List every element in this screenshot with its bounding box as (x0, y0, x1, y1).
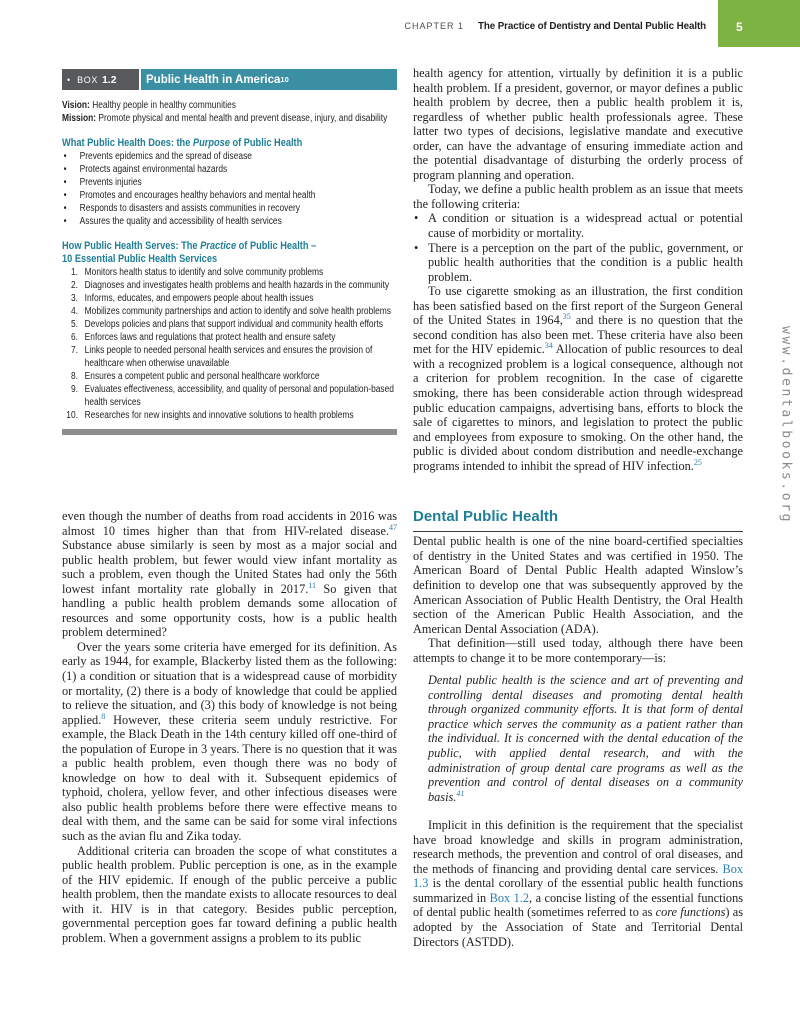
cross-reference-link[interactable]: Box 1.2 (489, 890, 530, 905)
italic-run: Purpose (192, 137, 230, 149)
service-item-text: Links people to needed personal health services and ensures the provision of healthcare when otherwise unavailable (84, 345, 373, 369)
vision-label: Vision: (62, 100, 90, 111)
text-run: ) as adopted by the Association of State and Territorial Dental Directors (ASTDD). (413, 905, 743, 949)
service-item (62, 318, 397, 331)
body-paragraph (413, 182, 743, 211)
criteria-list-item (413, 211, 743, 240)
citation-ref[interactable]: 8 (101, 711, 106, 721)
purpose-item-text: Assures the quality and accessibility of health services (79, 216, 282, 227)
page-number-tab (718, 0, 800, 47)
service-item-number: 7. (70, 345, 78, 356)
criteria-item-text: There is a perception on the part of the public, government, or public health authorities that the condition is a public health problem. (428, 240, 743, 284)
citation-ref[interactable]: 25 (693, 457, 702, 467)
vision-line (62, 99, 397, 112)
service-item-text: Ensures a competent public and personal healthcare workforce (84, 371, 320, 382)
service-item-number: 3. (70, 293, 78, 304)
service-item-number: 5. (70, 319, 78, 330)
left-column (62, 509, 397, 945)
bullet-glyph: • (63, 177, 67, 188)
running-header (404, 21, 706, 32)
vision-text: Healthy people in healthy communities (92, 100, 237, 111)
citation-ref[interactable]: 35 (562, 312, 571, 322)
service-item-text: Researches for new insights and innovative solutions to health problems (84, 410, 354, 421)
box-label-word: BOX (77, 74, 98, 85)
text-run: health agency for attention, virtually by definition it is a public health problem. If a president, governor, or mayor defines a public health problem by decree, then a public health problem it is, regardless of whether public health professionals agree. These latter two types of decisions, legislative mandate and executive order, can have the advantage of ensuring immediate action and the potential disadvantage of disturbing the orderly process of program planning and operation. (413, 66, 743, 182)
services-heading-line1 (62, 240, 316, 252)
service-item-number: 10. (66, 410, 78, 421)
cross-reference-link[interactable]: Box 1.3 (413, 861, 743, 891)
purpose-item (62, 150, 397, 163)
text-run: To use cigarette smoking as an illustration, the first condition has been satisfied based on the first report of the Surgeon General of the United States in 1964, (413, 284, 743, 328)
mission-text: Promote physical and mental health and prevent disease, injury, and disability (98, 113, 388, 124)
side-watermark: www.dentalbooks.org (778, 325, 794, 525)
box-body (62, 90, 397, 422)
text-run: even though the number of deaths from road accidents in 2016 was almost 10 times higher than that from HIV-related disease. (62, 509, 397, 538)
body-paragraph (413, 66, 743, 182)
body-paragraph (62, 509, 397, 640)
service-item-text: Evaluates effectiveness, accessibility, and quality of personal and population-based health services (84, 384, 394, 408)
text-run: Today, we define a public health problem as an issue that meets the following criteria: (413, 182, 743, 211)
text-run: Implicit in this definition is the requirement that the specialist have broad knowledge and skills in program administration, research methods, the prevention and control of oral diseases, and the methods of financing and providing dental care services. (413, 818, 743, 876)
citation-ref[interactable]: 47 (389, 522, 397, 532)
italic-run: Practice (200, 240, 237, 252)
purpose-item-text: Protects against environmental hazards (79, 164, 228, 175)
chapter-label: CHAPTER 1 (404, 21, 464, 31)
service-item (62, 292, 397, 305)
box-label (62, 69, 139, 90)
purpose-item (62, 176, 397, 189)
services-heading-line2: 10 Essential Public Health Services (62, 253, 218, 265)
bullet-glyph: • (63, 216, 67, 227)
service-item (62, 266, 397, 279)
section-heading: Dental Public Health (413, 507, 743, 532)
purpose-item (62, 189, 397, 202)
service-item (62, 331, 397, 344)
text-run: Dental public health is the science and art of preventing and controlling dental diseases and promoting dental health through organized community efforts. It is that form of dental practice which serves the community as a patient rather than the individual. It is concerned with the dental education of the public, with applied dental research, and with the administration of group dental care programs as well as the prevention and control of dental diseases on a community basis. (428, 673, 743, 804)
citation-ref[interactable]: 34 (544, 341, 553, 351)
service-item-number: 4. (70, 306, 78, 317)
bullet-glyph: • (63, 203, 67, 214)
services-heading (62, 240, 397, 266)
text-run: Over the years some criteria have emerged for its definition. As early as 1944, for example, Blackerby listed them as the following: (1) a condition or situation that is a widespread cause of morbidity or mortality, (2) there is a body of knowledge that could be applied to relieve the situation, and (3) this body of knowledge is not being applied. (62, 639, 397, 727)
purpose-item (62, 215, 397, 228)
service-item-text: Monitors health status to identify and solve community problems (84, 267, 324, 278)
text-run: What Public Health Does: the (62, 137, 193, 149)
citation-ref[interactable]: 11 (308, 580, 316, 590)
chapter-title: The Practice of Dentistry and Dental Public Health (477, 21, 706, 32)
purpose-item-text: Prevents injuries (79, 177, 142, 188)
service-item (62, 370, 397, 383)
text-run: Allocation of public resources to deal with a recognized problem is a logical consequence, although not a criterion for problem recognition. In the case of cigarette smoking, there has been considerable action through widespread public education campaigns, advertising bans, efforts to block the sale of cigarettes to minors, and legislation to protect the public and employees from exposure to smoking. On the other hand, the public is divided about condom distribution and needle-exchange programs intended to inhibit the spread of HIV infection. (413, 342, 743, 473)
text-run: and there is no question that the second condition has also been met. These criteria have also been met for the HIV epidemic. (413, 313, 743, 357)
body-paragraph (62, 640, 397, 844)
mission-label: Mission: (62, 113, 97, 124)
block-quote (428, 673, 743, 804)
bullet-glyph: • (414, 211, 419, 226)
box-bullet-glyph: • (67, 74, 71, 85)
box-title: Public Health in America 10 (141, 69, 397, 90)
service-item (62, 305, 397, 318)
body-paragraph (413, 534, 743, 636)
purpose-item (62, 202, 397, 215)
right-column (413, 66, 743, 949)
citation-ref[interactable]: 41 (456, 788, 465, 798)
service-item-number: 9. (70, 384, 78, 395)
service-item-text: Informs, educates, and empowers people about health issues (84, 293, 314, 304)
service-item (62, 409, 397, 422)
text-run: of Public Health – (236, 240, 317, 252)
service-item (62, 344, 397, 370)
text-run: , a concise listing of the essential functions of dental public health (sometimes referred to as (413, 890, 744, 920)
text-run: Public Health in America (146, 73, 281, 86)
box-bottom-rule (62, 429, 397, 435)
bullet-glyph: • (63, 190, 67, 201)
text-run: Substance abuse similarly is seen by most as a major social and public health problem, but fewer would view infant mortality as such a problem, even though the United States had only the 56th lowest infant mortality rate globally in 2017. (62, 538, 397, 596)
italic-run: core functions (655, 905, 726, 920)
page-number: 5 (736, 20, 743, 34)
text-run: How Public Health Serves: The (62, 240, 201, 252)
box-titlebar (62, 69, 397, 90)
body-paragraph (413, 636, 743, 665)
text-run: is the dental corollary of the essential public health functions summarized in (413, 876, 743, 905)
service-item-text: Enforces laws and regulations that protect health and ensure safety (84, 332, 336, 343)
service-item-number: 6. (70, 332, 78, 343)
bullet-glyph: • (63, 151, 67, 162)
box-number: 1.2 (101, 73, 117, 86)
criteria-item-text: A condition or situation is a widespread actual or potential cause of morbidity or mortality. (428, 211, 743, 241)
box-public-health-in-america (62, 69, 397, 435)
service-item-text: Diagnoses and investigates health problems and health hazards in the community (84, 280, 390, 291)
body-paragraph (413, 284, 743, 473)
service-item (62, 279, 397, 292)
service-item-number: 2. (70, 280, 78, 291)
service-item-number: 1. (70, 267, 78, 278)
text-run: So given that handling a public health problem demands some allocation of resources and some opportunity costs, how is a public health problem determined? (62, 581, 397, 640)
service-item-number: 8. (70, 371, 78, 382)
text-run: Dental public health is one of the nine board-certified specialties of dentistry in the United States and was certified in 1950. The American Board of Dental Public Health adapted Winslow’s definition to develop one that was subsequently approved by the American Association of Public Health Dentistry, the Oral Health section of the American Public Health Association, and the American Dental Association (ADA). (413, 534, 743, 636)
purpose-heading (62, 137, 397, 150)
body-paragraph (413, 818, 743, 949)
body-paragraph (62, 844, 397, 946)
purpose-item-text: Responds to disasters and assists communities in recovery (79, 203, 301, 214)
purpose-item (62, 163, 397, 176)
service-item-text: Mobilizes community partnerships and action to identify and solve health problems (84, 306, 391, 317)
bullet-glyph: • (414, 240, 419, 255)
text-run: Additional criteria can broaden the scope of what constitutes a public health problem. Public perception is one, as in the example of the HIV epidemic. If enough of the public perceive a public health problem, then the mandate exists to allocate resources to deal with it. HIV is in that category. Besides public perception, governmental perception goes far toward defining a public health problem. When a government assigns a problem to its public (62, 843, 397, 945)
service-item-text: Develops policies and plans that support individual and community health efforts (84, 319, 383, 330)
criteria-list-item (413, 241, 743, 285)
text-run: However, these criteria seem unduly restrictive. For example, the Black Death in the 14th century killed off one-third of the population of Europe in 3 years. There is no question that it was a public health problem, even though there was no body of knowledge on how to deal with it. Subsequent epidemics of typhoid, cholera, yellow fever, and other infectious diseases were also public health problems before there were effective means to deal with them, and the same can be said for some viral infections such as the avian flu and Zika today. (62, 712, 397, 844)
mission-line (62, 112, 397, 125)
purpose-item-text: Promotes and encourages healthy behaviors and mental health (79, 190, 316, 201)
text-run: of Public Health (229, 137, 303, 149)
service-item (62, 383, 397, 409)
bullet-glyph: • (63, 164, 67, 175)
text-run: That definition—still used today, although there have been attempts to change it to be more contemporary—is: (413, 636, 743, 665)
purpose-item-text: Prevents epidemics and the spread of disease (79, 151, 252, 162)
